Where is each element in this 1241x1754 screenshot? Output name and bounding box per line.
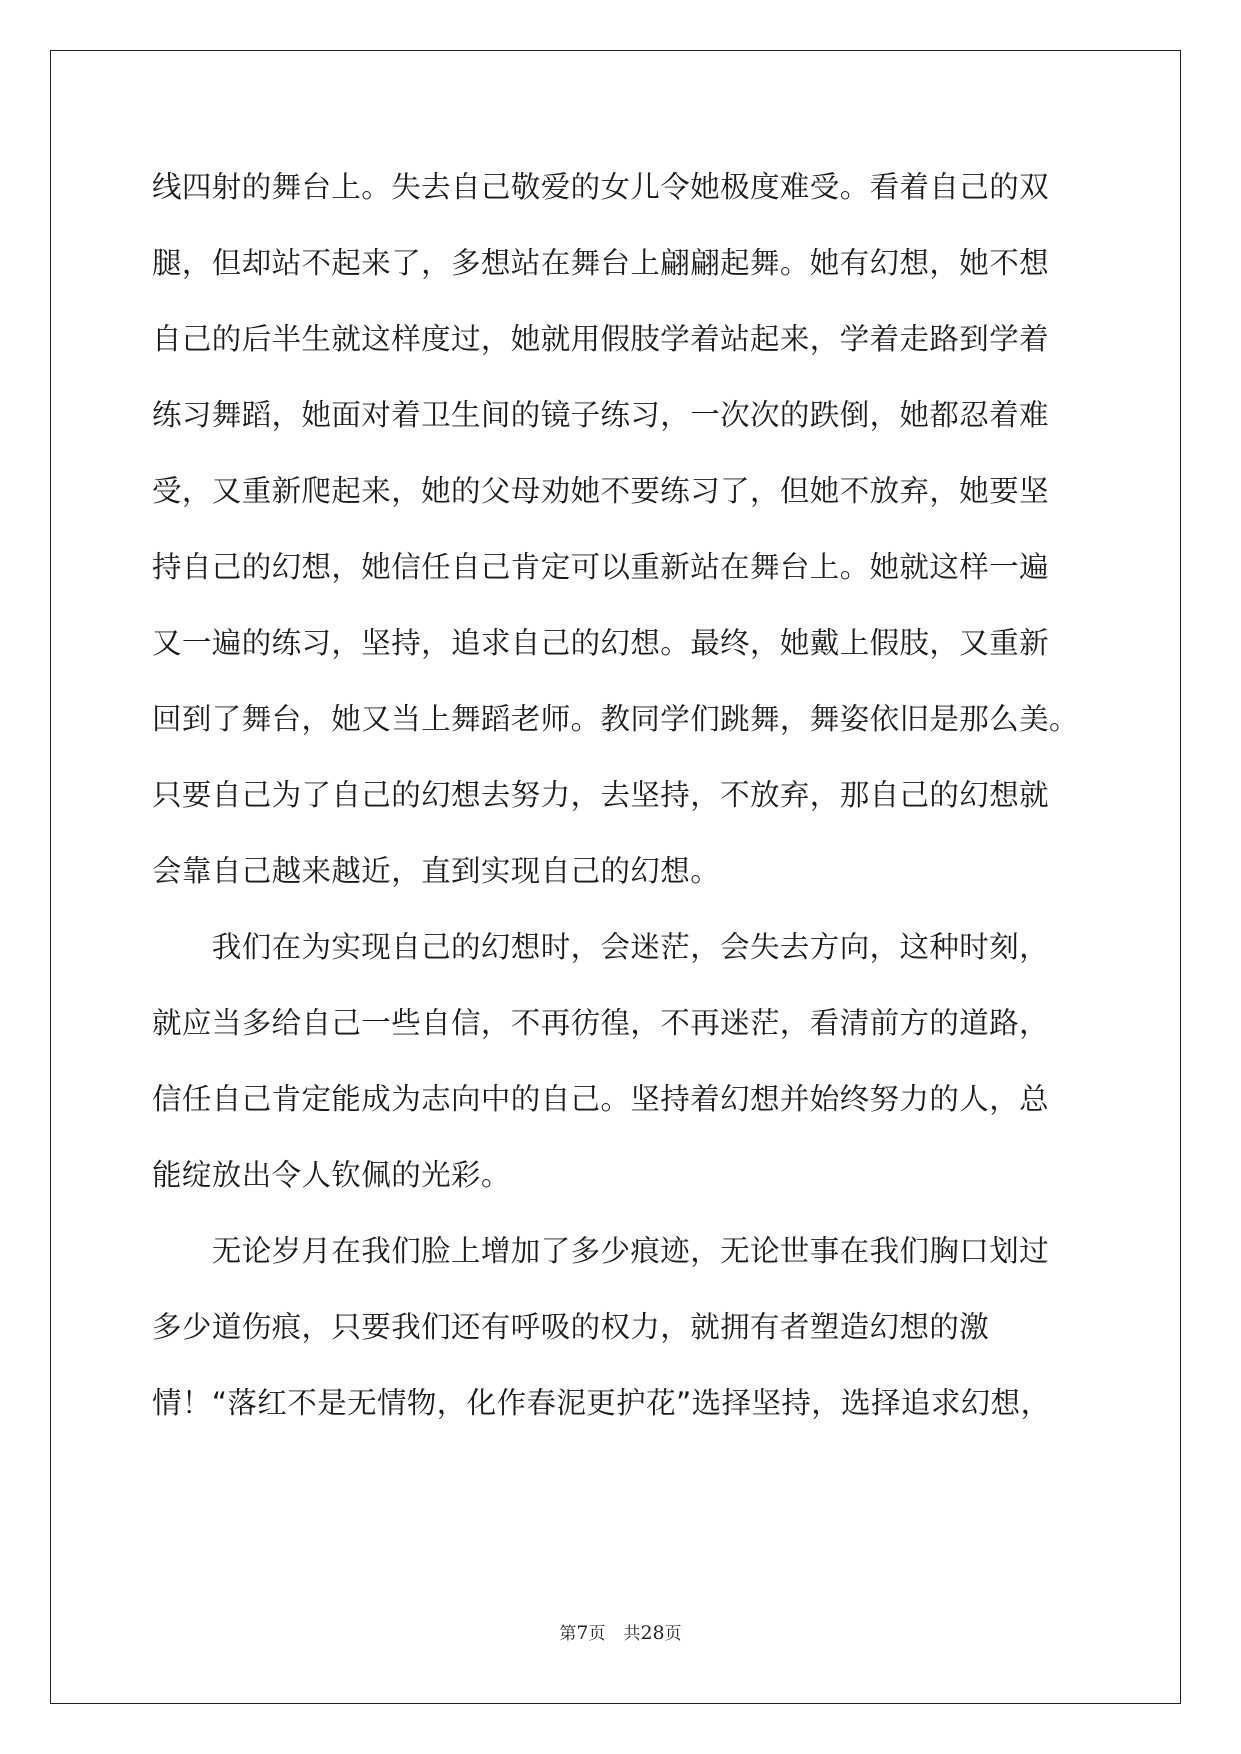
body-text-line: 就应当多给自己一些自信，不再彷徨，不再迷茫，看清前方的道路， <box>152 1006 1050 1040</box>
page-suffix: 页 <box>588 1624 606 1644</box>
body-text-line: 信任自己肯定能成为志向中的自己。坚持着幻想并始终努力的人，总 <box>152 1082 1050 1116</box>
body-text-line: 只要自己为了自己的幻想去努力，去坚持，不放弃，那自己的幻想就 <box>152 778 1050 812</box>
body-text-line: 情！“落红不是无情物，化作春泥更护花”选择坚持，选择追求幻想， <box>152 1386 1051 1420</box>
body-text-line: 多少道伤痕，只要我们还有呼吸的权力，就拥有者塑造幻想的激 <box>152 1310 990 1344</box>
page-prefix: 第 <box>559 1624 577 1644</box>
body-text-line: 腿，但却站不起来了，多想站在舞台上翩翩起舞。她有幻想，她不想 <box>152 246 1050 280</box>
body-text-line: 持自己的幻想，她信任自己肯定可以重新站在舞台上。她就这样一遍 <box>152 550 1050 584</box>
body-text-line: 会靠自己越来越近，直到实现自己的幻想。 <box>152 854 721 888</box>
page-footer <box>0 1622 1241 1645</box>
body-text-line: 练习舞蹈，她面对着卫生间的镜子练习，一次次的跌倒，她都忍着难 <box>152 398 1050 432</box>
body-text-line: 我们在为实现自己的幻想时，会迷茫，会失去方向，这种时刻， <box>152 930 1050 964</box>
body-text-line: 自己的后半生就这样度过，她就用假肢学着站起来，学着走路到学着 <box>152 322 1050 356</box>
page-number: 7 <box>576 1622 589 1644</box>
body-text-line: 无论岁月在我们脸上增加了多少痕迹，无论世事在我们胸口划过 <box>152 1234 1050 1268</box>
body-text-line: 又一遍的练习，坚持，追求自己的幻想。最终，她戴上假肢，又重新 <box>152 626 1050 660</box>
total-prefix: 共 <box>623 1624 641 1644</box>
body-text-line: 能绽放出令人钦佩的光彩。 <box>152 1158 511 1192</box>
total-suffix: 页 <box>664 1624 682 1644</box>
body-text-line: 线四射的舞台上。失去自己敬爱的女儿令她极度难受。看着自己的双 <box>152 170 1050 204</box>
total-pages: 28 <box>640 1622 665 1644</box>
body-text-line: 受，又重新爬起来，她的父母劝她不要练习了，但她不放弃，她要坚 <box>152 474 1050 508</box>
body-text-line: 回到了舞台，她又当上舞蹈老师。教同学们跳舞，舞姿依旧是那么美。 <box>152 702 1079 736</box>
